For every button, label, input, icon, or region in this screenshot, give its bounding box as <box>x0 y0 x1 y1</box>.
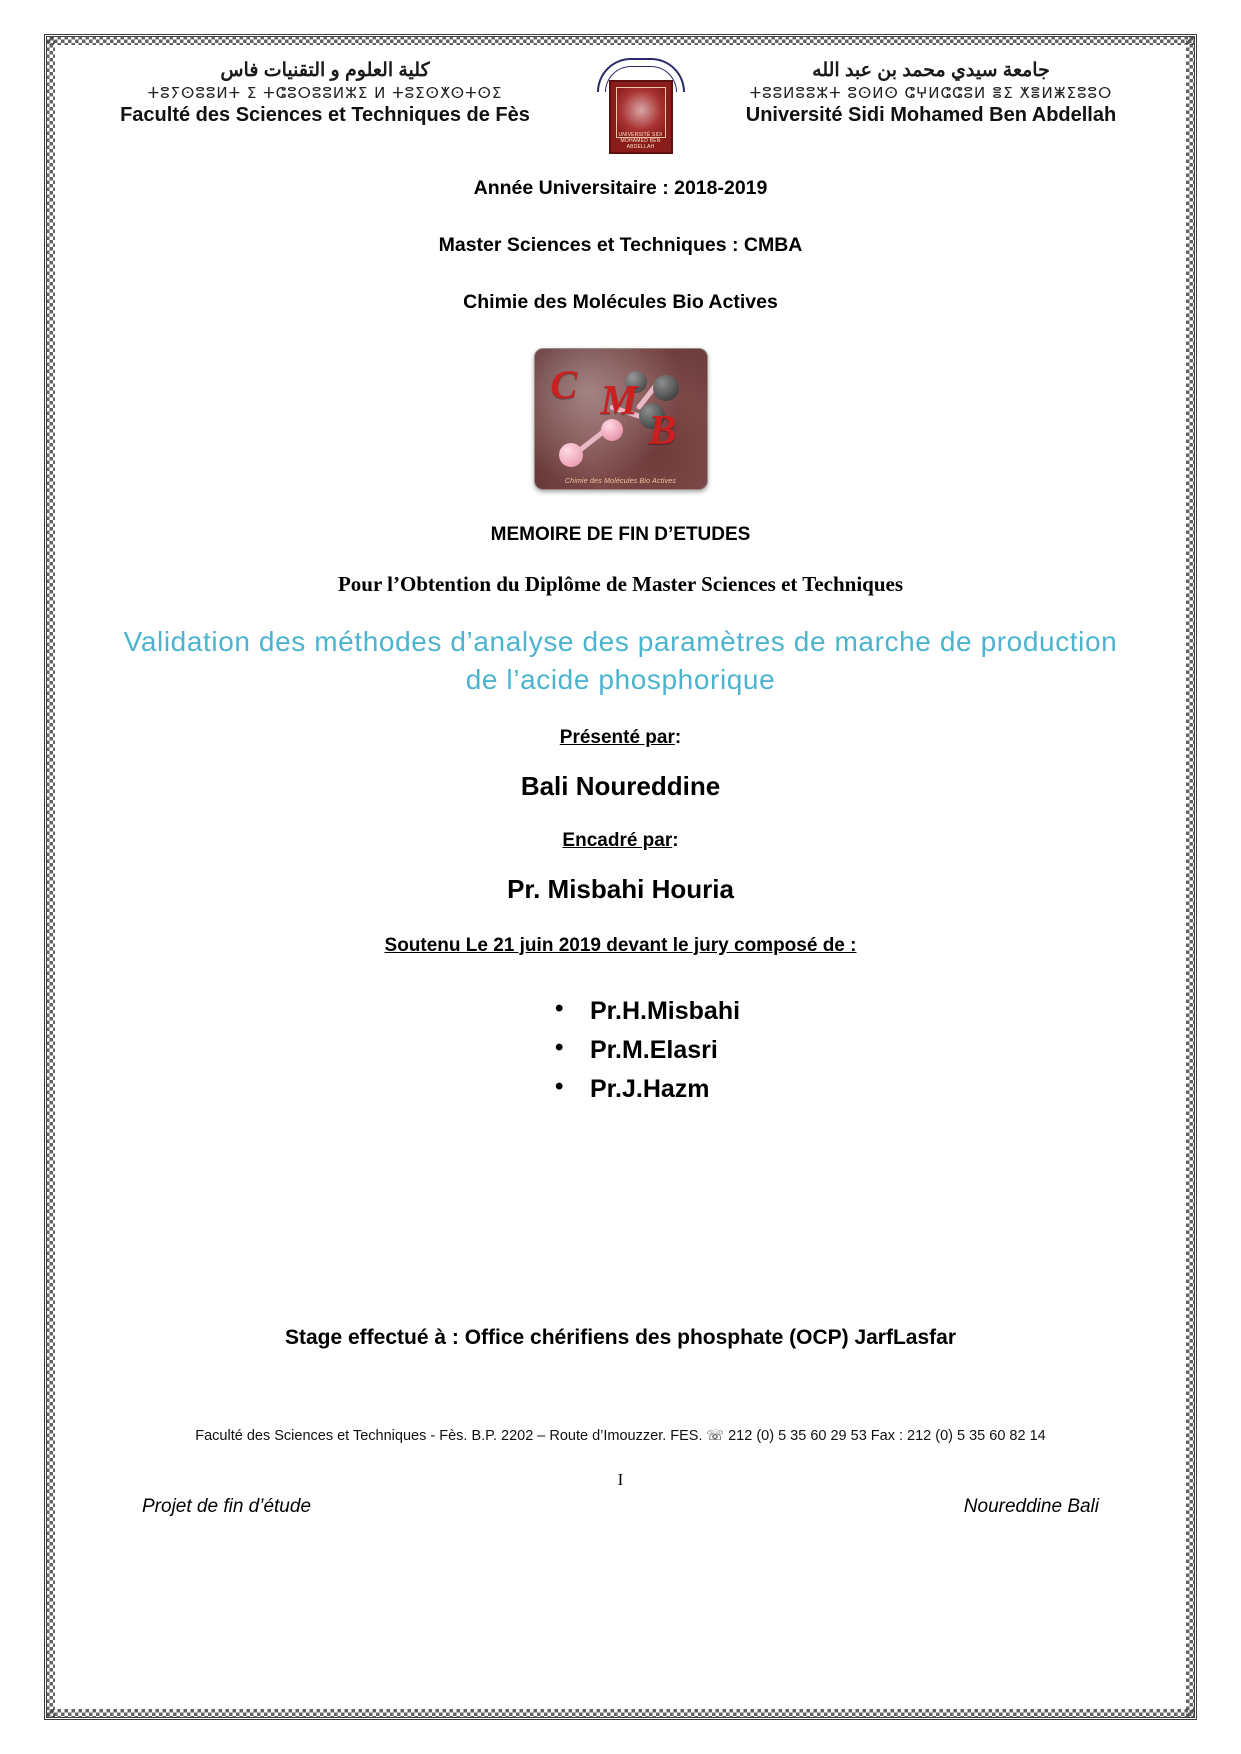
footer-right-note: Noureddine Bali <box>963 1495 1099 1517</box>
header-university-block <box>721 60 1141 127</box>
border-top-zigzag <box>47 36 1194 45</box>
list-item: • Pr.J.Hazm <box>80 1075 1161 1104</box>
footer-address <box>80 1428 1161 1444</box>
presented-by-colon: : <box>674 726 682 748</box>
supervisor-name: Pr. Misbahi Houria <box>507 873 734 904</box>
cmb-letter-m: M <box>600 378 638 424</box>
header-faculty-block <box>90 60 560 127</box>
list-item: • Pr.H.Misbahi <box>80 997 1161 1026</box>
cmb-logo-caption: Chimie des Molécules Bio Actives <box>564 478 677 485</box>
university-name-tifinagh: ⵜⵓⵓⵍⵓⵓⵣⵜ ⵓⵙⵍⵙ ⵛⵖⵍⵛⵛⵓⵍ ⴻⵉ ⵅⴻⵍⵥⵉⵓⵓⵔ <box>749 83 1113 102</box>
seal-shield-inner <box>616 87 666 138</box>
program-info <box>80 177 1161 314</box>
defense-line: Soutenu Le 21 juin 2019 devant le jury composé de : <box>384 934 857 956</box>
academic-year: Année Universitaire : 2018-2019 <box>473 177 768 199</box>
program-full-name: Chimie des Molécules Bio Actives <box>463 291 778 313</box>
jury-list <box>80 997 1161 1104</box>
university-name-french: Université Sidi Mohamed Ben Abdellah <box>745 104 1117 127</box>
molecule-atom <box>653 375 679 401</box>
faculty-name-french: Faculté des Sciences et Techniques de Fès <box>120 104 530 127</box>
university-seal-icon <box>595 58 687 158</box>
presented-by-label <box>80 727 1161 749</box>
internship-line: Stage effectué à : Office chérifiens des phosphate (OCP) JarfLasfar <box>284 1325 956 1349</box>
border-bottom-zigzag <box>47 1709 1194 1718</box>
footer-row <box>80 1496 1161 1518</box>
border-left-zigzag <box>46 37 55 1717</box>
cmb-letter-c: C <box>550 362 578 407</box>
faculty-name-arabic: كلية العلوم و التقنيات فاس <box>220 60 430 81</box>
border-right-zigzag <box>1186 37 1195 1717</box>
master-program: Master Sciences et Techniques : CMBA <box>438 234 803 256</box>
molecule-atom <box>559 443 583 467</box>
footer-left-note: Projet de fin d’étude <box>142 1495 312 1517</box>
supervised-by-underlined: Encadré par <box>562 829 673 851</box>
page-number: I <box>617 1469 624 1489</box>
presented-by-underlined: Présenté par <box>559 726 675 748</box>
seal-shield <box>609 80 673 154</box>
faculty-name-tifinagh: ⵜⵓⵢⵙⵓⵓⵍⵜ ⵉ ⵜⵛⵓⵔⵓⵓⵍⵣⵉ ⵍ ⵜⵓⵉⵙⵅⵙⵜⵙⵉ <box>147 83 503 102</box>
page-content <box>80 50 1161 1690</box>
supervised-by-label <box>80 830 1161 852</box>
list-item: • Pr.M.Elasri <box>80 1036 1161 1065</box>
diploma-purpose: Pour l’Obtention du Diplôme de Master Sciences et Techniques <box>337 572 904 596</box>
cmb-letter-b: B <box>648 408 677 454</box>
author-name: Bali Noureddine <box>520 770 721 801</box>
document-header <box>80 50 1161 155</box>
thesis-title: Validation des méthodes d’analyse des paramètres de marche de production de l’acide phosphorique <box>123 626 1118 695</box>
footer-address-part1: Faculté des Sciences et Techniques - Fès. B.P. 2202 – Route d’Imouzzer. FES. <box>195 1427 703 1444</box>
supervised-by-colon: : <box>672 829 679 851</box>
phone-icon: ☏ <box>706 1427 725 1444</box>
footer-address-part2: 212 (0) 5 35 60 29 53 Fax : 212 (0) 5 35 60 82 14 <box>728 1427 1046 1444</box>
memoire-label: MEMOIRE DE FIN D’ETUDES <box>490 524 751 545</box>
university-name-arabic: جامعة سيدي محمد بن عبد الله <box>812 60 1050 81</box>
cmb-logo-icon <box>534 348 708 490</box>
seal-caption: UNIVERSITÉ SIDI MOHAMED BEN ABDELLAH <box>618 132 663 150</box>
